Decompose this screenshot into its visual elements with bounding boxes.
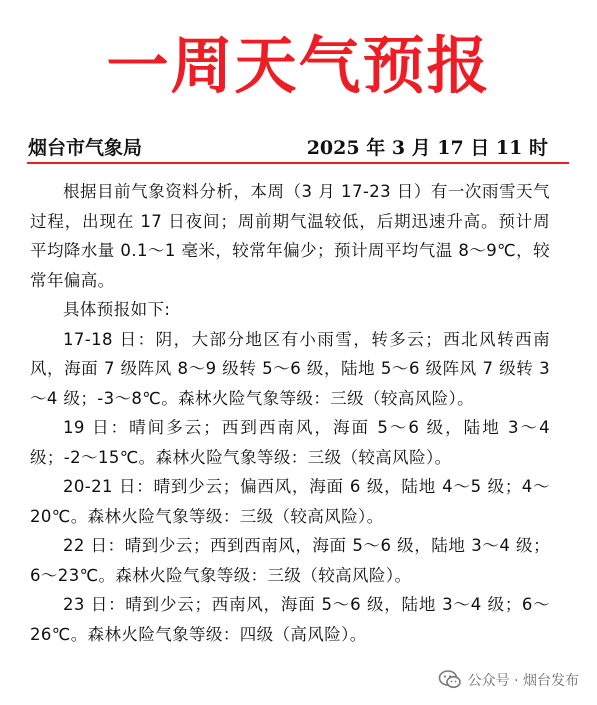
issuer-name: 烟台市气象局 xyxy=(28,137,143,159)
forecast-intro: 具体预报如下: xyxy=(63,300,171,319)
forecast-day-23: 23 日：晴到少云；西南风，海面 5～6 级，陆地 3～4 级；6～26℃。森林火险气象等级：四级（高风险）。 xyxy=(30,595,550,644)
forecast-day-19: 19 日：晴间多云；西到西南风，海面 5～6 级，陆地 3～4 级；-2～15℃。森林火险气象等级：三级（较高风险）。 xyxy=(30,418,550,467)
forecast-day-22: 22 日：晴到少云；西到西南风，海面 5～6 级，陆地 3～4 级；6～23℃。森林火险气象等级：三级（较高风险）。 xyxy=(30,536,550,585)
document-header xyxy=(28,133,548,159)
header-divider xyxy=(27,162,569,164)
forecast-day-20-21: 20-21 日：晴到少云；偏西风，海面 6 级，陆地 4～5 级；4～20℃。森林火险气象等级：三级（较高风险）。 xyxy=(30,477,550,526)
forecast-day-17-18: 17-18 日：阴，大部分地区有小雨雪，转多云；西北风转西南风，海面 7 级阵风 8～9 级转 5～6 级，陆地 5～6 级阵风 7 级转 3～4 级；-3～8℃。森林火险气象等级：三级（较高风险）。 xyxy=(30,329,550,408)
summary-paragraph: 根据目前气象资料分析，本周（3 月 17-23 日）有一次雨雪天气过程，出现在 17 日夜间；周前期气温较低，后期迅速升高。预计周平均降水量 0.1～1 毫米，较常年偏少；预计周平均气温 8～9℃，较常年偏高。 xyxy=(30,182,550,290)
forecast-body xyxy=(30,177,550,649)
source-watermark xyxy=(438,669,579,691)
document-title: 一周天气预报 xyxy=(106,29,491,102)
issue-time: 2025 年 3 月 17 日 11 时 xyxy=(306,137,548,159)
wechat-official-account-icon xyxy=(438,669,462,691)
watermark-text: 公众号 · 烟台发布 xyxy=(467,673,579,689)
